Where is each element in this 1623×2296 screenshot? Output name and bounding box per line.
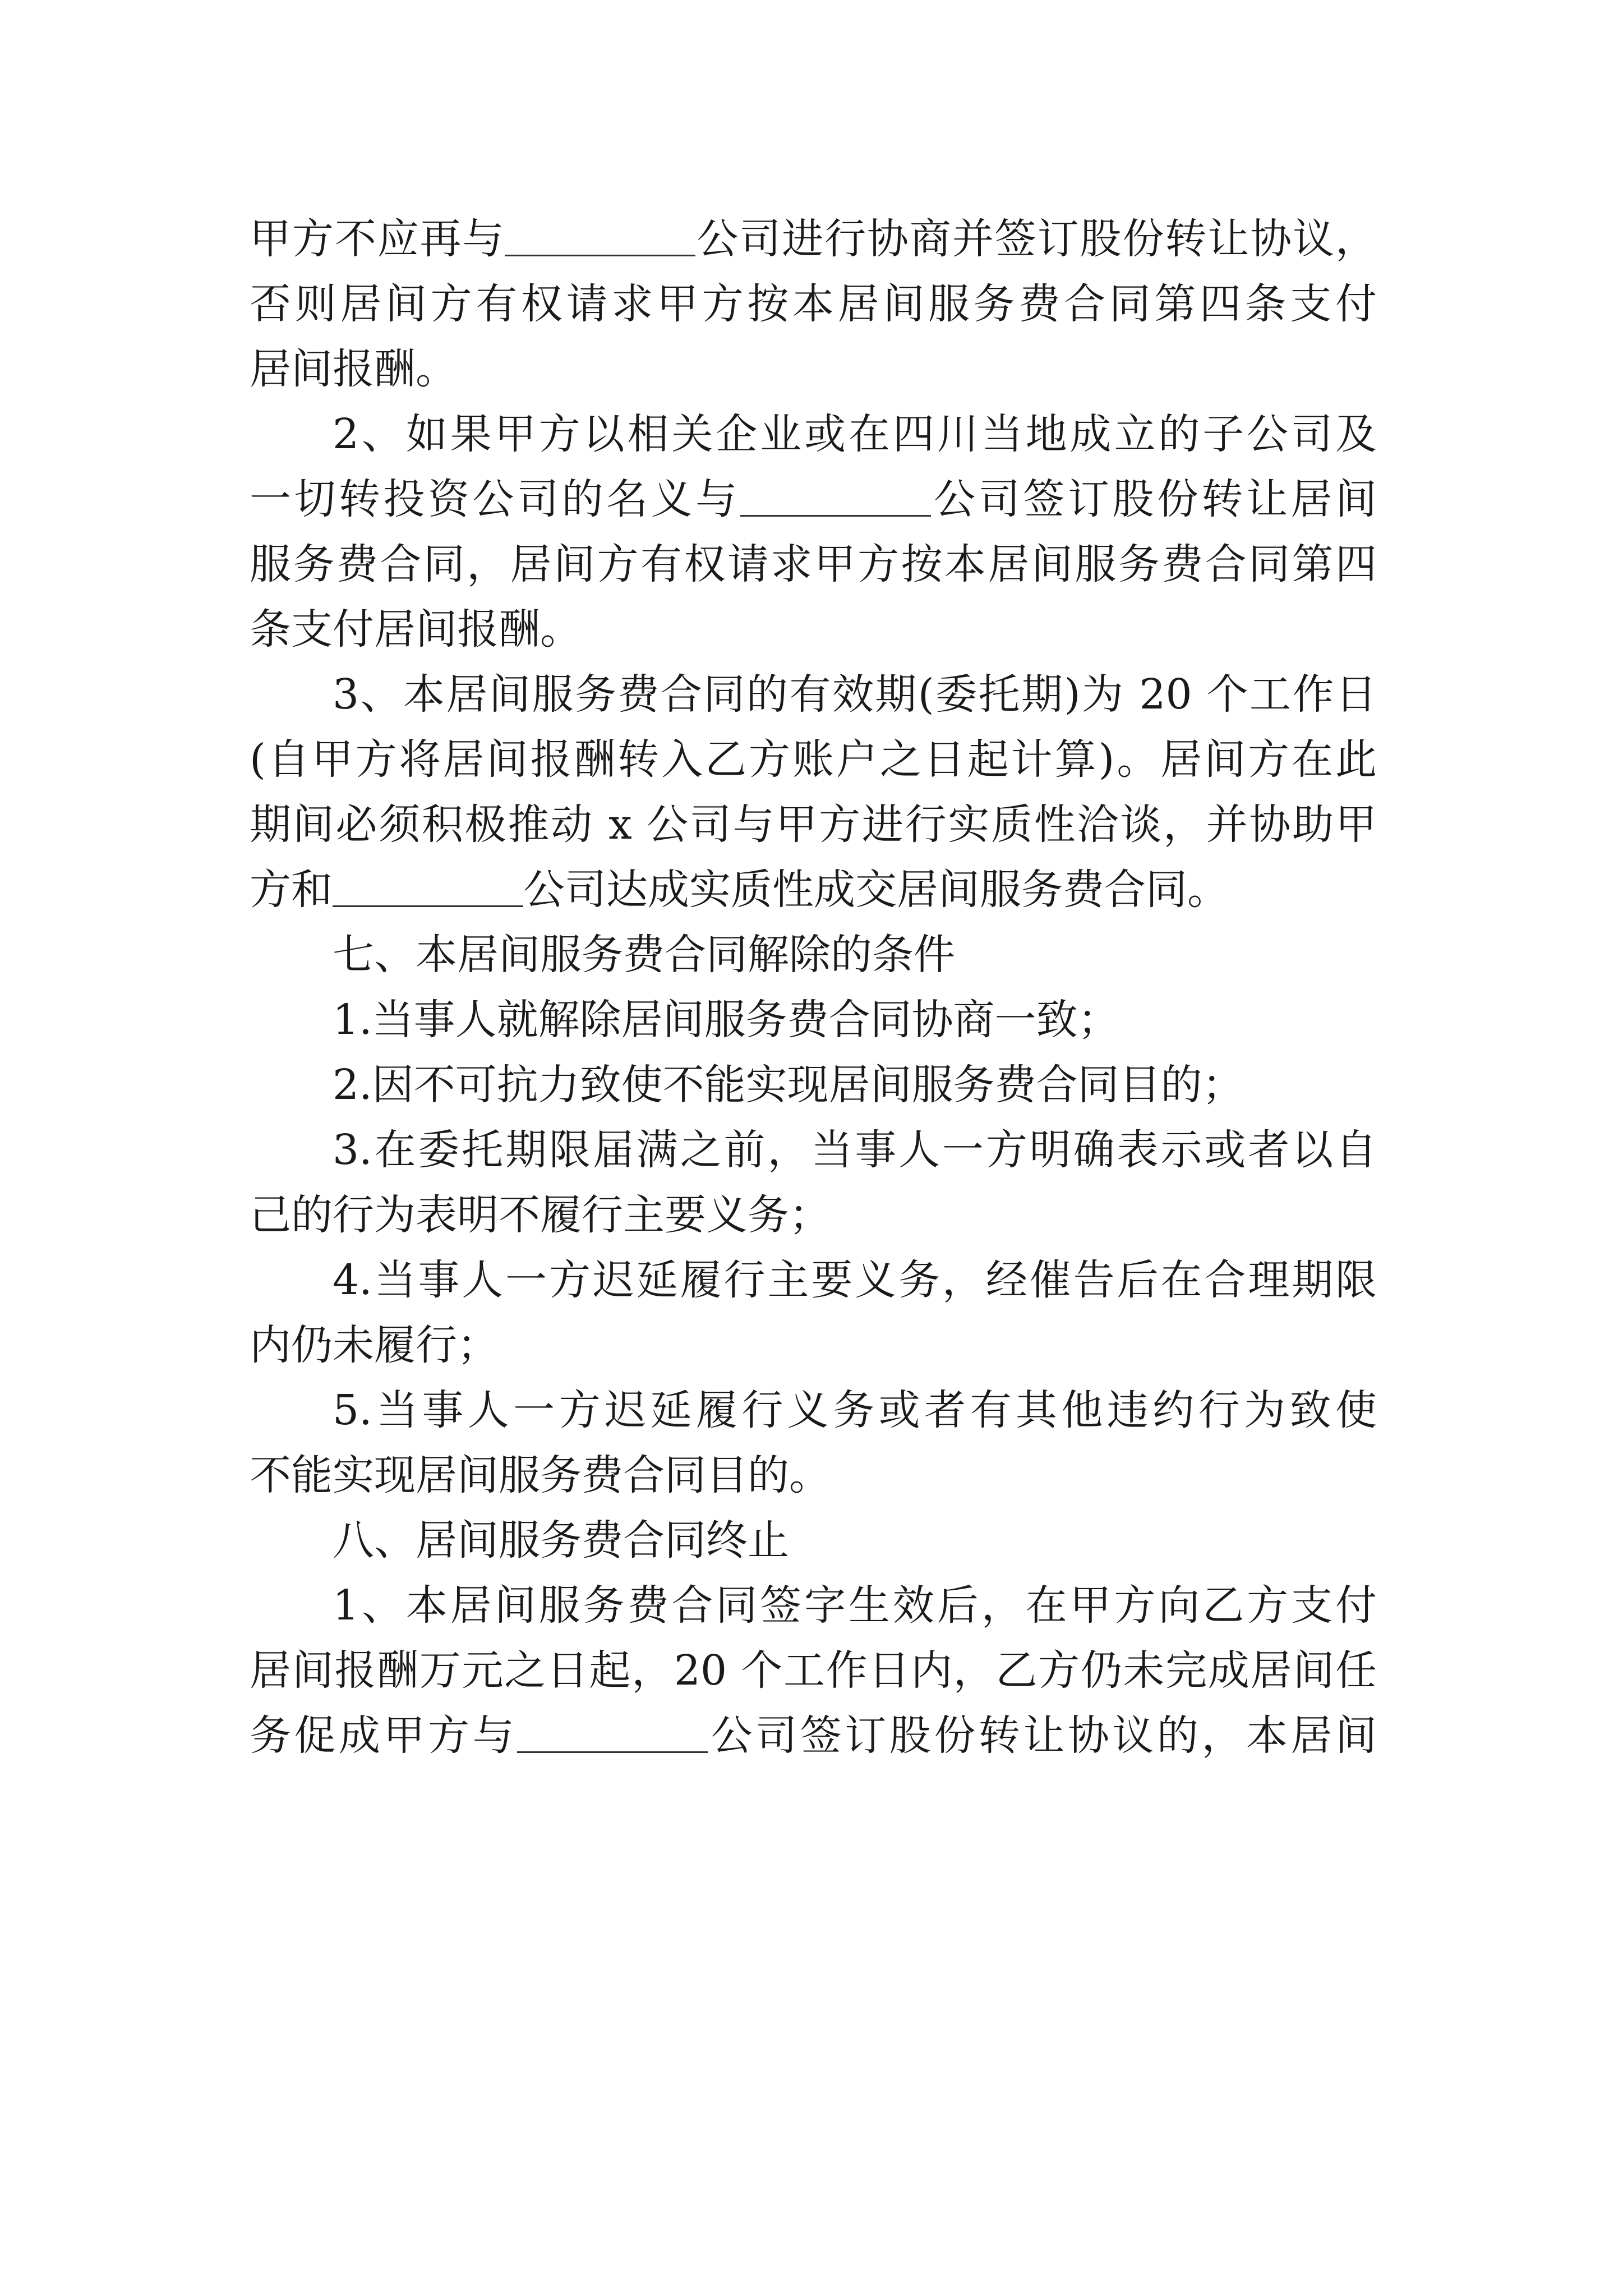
paragraph [250, 1248, 1377, 1378]
text-line: 七、本居间服务费合同解除的条件 [333, 931, 955, 979]
text-line: 1.当事人就解除居间服务费合同协商一致； [333, 996, 1119, 1044]
text-line: 4.当事人一方迟延履行主要义务，经催告后在合理期限 [333, 1256, 1377, 1304]
paragraph [250, 987, 1377, 1052]
text-line: 期间必须积极推动 x 公司与甲方进行实质性洽谈，并协助甲 [250, 800, 1377, 849]
text-line: (自甲方将居间报酬转入乙方账户之日起计算)。居间方在此 [250, 735, 1377, 784]
text-line: 一切转投资公司的名义与 公司签订股份转让居间 [250, 467, 1377, 532]
text-line: 方和 公司达成实质性成交居间服务费合同。 [250, 857, 1377, 922]
text-line: 内仍未履行； [250, 1321, 499, 1369]
section-heading [250, 922, 1377, 987]
section-heading [250, 1508, 1377, 1573]
text-line: 八、居间服务费合同终止 [333, 1516, 789, 1565]
text-line: 5.当事人一方迟延履行义务或者有其他违约行为致使 [333, 1386, 1377, 1434]
paragraph [250, 1117, 1377, 1248]
fill-in-blank [505, 213, 695, 256]
text-line: 2.因不可抗力致使不能实现居间服务费合同目的； [333, 1061, 1244, 1109]
text-line: 条支付居间报酬。 [250, 605, 582, 654]
paragraph [250, 1378, 1377, 1508]
document-page [250, 206, 1377, 1768]
paragraph [250, 1052, 1377, 1117]
text-line: 不能实现居间服务费合同目的。 [250, 1451, 831, 1499]
text-line: 3、本居间服务费合同的有效期(委托期)为 20 个工作日 [333, 670, 1377, 719]
paragraph [250, 1573, 1377, 1768]
text-line: 居间报酬万元之日起，20 个工作日内，乙方仍未完成居间任 [250, 1646, 1377, 1695]
text-line: 3.在委托期限届满之前，当事人一方明确表示或者以自 [333, 1126, 1377, 1174]
text-line: 服务费合同，居间方有权请求甲方按本居间服务费合同第四 [250, 540, 1377, 588]
text-line: 务促成甲方与 公司签订股份转让协议的，本居间 [250, 1703, 1377, 1768]
fill-in-blank [740, 473, 931, 517]
fill-in-blank [333, 864, 523, 907]
text-line: 否则居间方有权请求甲方按本居间服务费合同第四条支付 [250, 280, 1377, 328]
text-line: 己的行为表明不履行主要义务； [250, 1191, 831, 1239]
text-line: 居间报酬。 [250, 345, 457, 393]
paragraph [250, 662, 1377, 922]
fill-in-blank [517, 1710, 708, 1753]
text-line: 甲方不应再与 公司进行协商并签订股份转让协议， [250, 206, 1377, 272]
paragraph [250, 402, 1377, 662]
text-line: 2、如果甲方以相关企业或在四川当地成立的子公司及 [333, 410, 1377, 458]
paragraph [250, 206, 1377, 402]
text-line: 1、本居间服务费合同签字生效后，在甲方向乙方支付 [333, 1581, 1377, 1630]
